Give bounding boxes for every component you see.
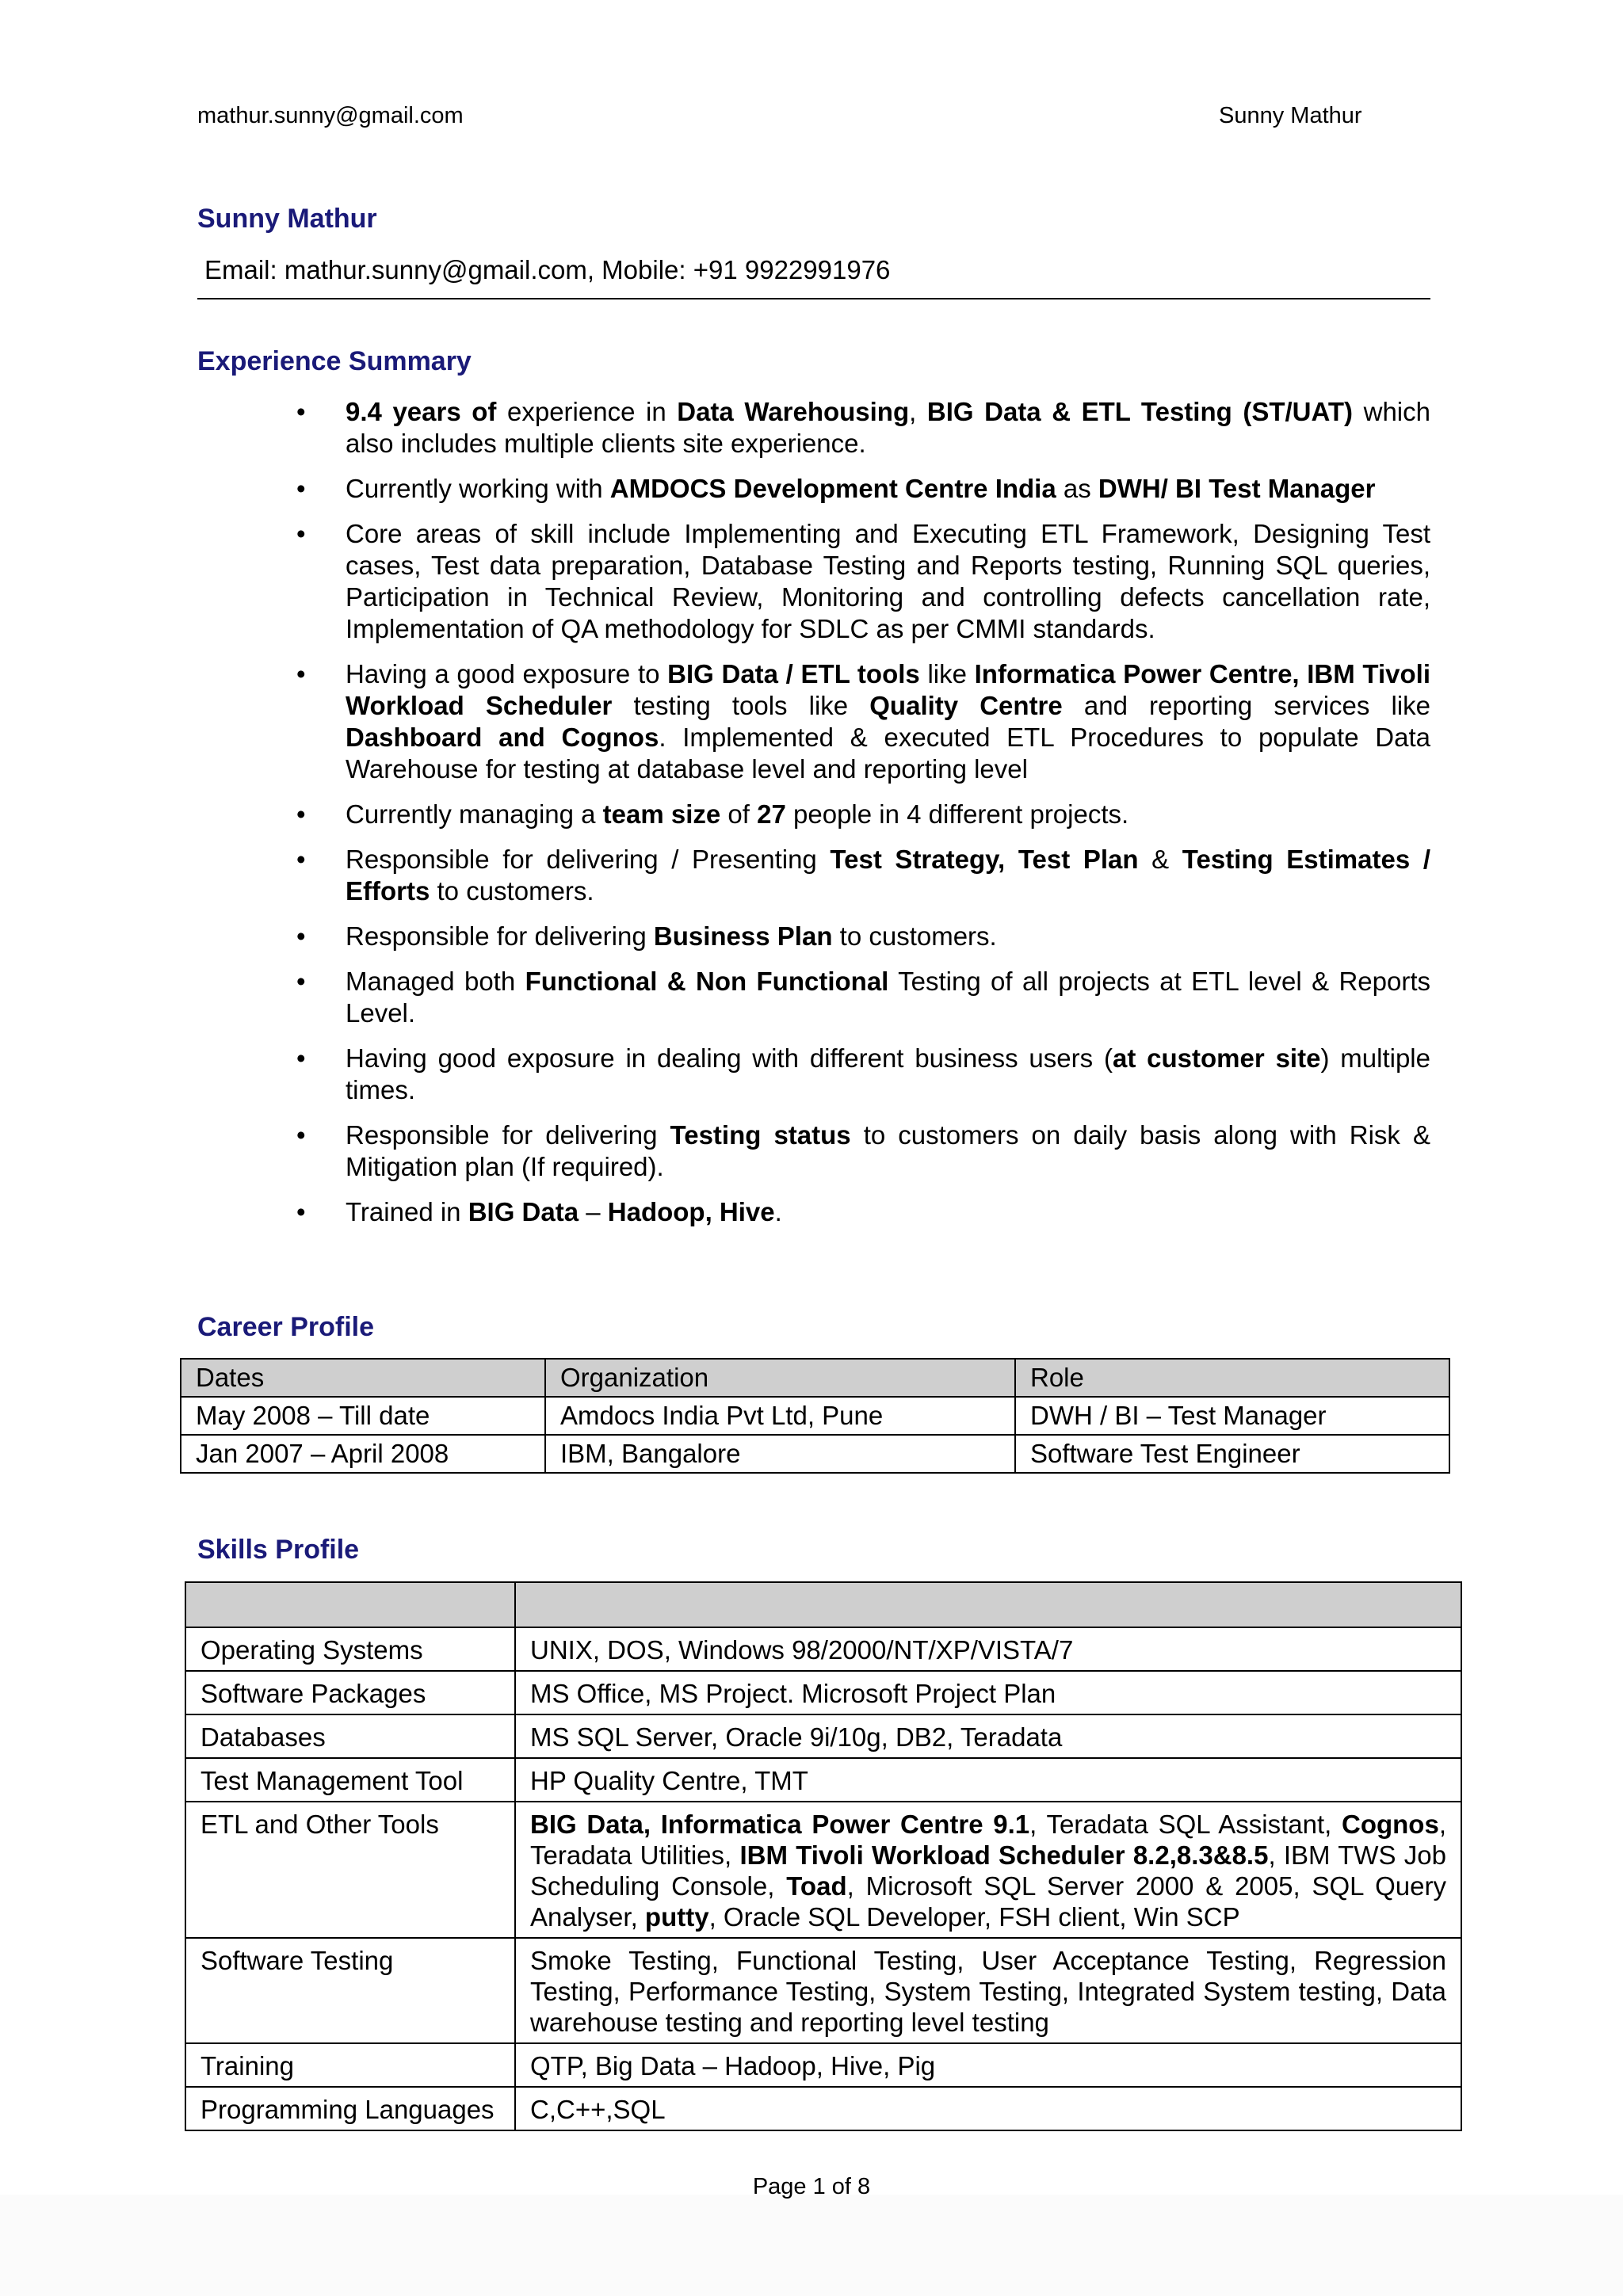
- bullet-icon: •: [296, 1120, 306, 1150]
- bold-text: DWH/ BI Test Manager: [1098, 474, 1376, 503]
- contact-line: Email: mathur.sunny@gmail.com, Mobile: +91 9922991976: [204, 255, 891, 284]
- skill-category: Databases: [185, 1714, 515, 1758]
- text: which also includes multiple clients site experience.: [346, 397, 1430, 458]
- skill-category: Software Packages: [185, 1671, 515, 1714]
- career-cell: DWH / BI – Test Manager: [1015, 1397, 1449, 1435]
- bold-text: Dashboard and Cognos: [346, 723, 659, 752]
- text: &: [1138, 845, 1182, 874]
- bullet-icon: •: [296, 1043, 306, 1073]
- experience-bullet: [197, 518, 1430, 645]
- career-header-row: [181, 1359, 1449, 1397]
- bold-text: at customer site: [1112, 1043, 1321, 1073]
- bold-text: BIG Data: [468, 1197, 579, 1226]
- bold-text: team size: [602, 799, 721, 829]
- bullet-icon: •: [296, 799, 306, 829]
- skill-details: [515, 1938, 1461, 2043]
- bold-text: Toad: [786, 1871, 847, 1901]
- text: Managed both: [346, 967, 525, 996]
- skills-row: [185, 1671, 1461, 1714]
- text: .: [774, 1197, 782, 1226]
- page-number: Page 1 of 8: [752, 2174, 871, 2199]
- bullet-icon: •: [296, 1197, 306, 1226]
- skill-details: [515, 2087, 1461, 2130]
- skills-header-cell: [515, 1582, 1461, 1627]
- career-cell: Software Test Engineer: [1015, 1435, 1449, 1473]
- bold-text: 9.4 years of: [346, 397, 497, 426]
- skills-row: [185, 2043, 1461, 2087]
- experience-summary-list: [197, 396, 1430, 1241]
- text: , IBM TWS Job Scheduling Console,: [530, 1840, 1446, 1901]
- career-column-header: Role: [1015, 1359, 1449, 1397]
- text: Testing of all projects at ETL level & Reports Level.: [346, 967, 1431, 1028]
- header-name: Sunny Mathur: [1219, 103, 1362, 128]
- bullet-icon: •: [296, 921, 306, 951]
- text: MS SQL Server, Oracle 9i/10g, DB2, Teradata: [530, 1722, 1063, 1752]
- skills-profile-table: [185, 1581, 1462, 2131]
- experience-bullet: [197, 1043, 1430, 1106]
- bold-text: putty: [644, 1902, 709, 1932]
- text: , Teradata SQL Assistant,: [1029, 1810, 1342, 1839]
- skills-header-row: [185, 1582, 1461, 1627]
- bold-text: Testing status: [670, 1120, 851, 1150]
- skills-row: [185, 1627, 1461, 1671]
- bold-text: Informatica Power Centre, IBM Tivoli Workload Scheduler: [346, 659, 1431, 720]
- experience-bullet: [197, 658, 1430, 785]
- bold-text: Business Plan: [653, 921, 833, 951]
- career-profile-title: Career Profile: [197, 1312, 374, 1342]
- text: testing tools like: [612, 691, 870, 720]
- text: ,: [909, 397, 927, 426]
- experience-bullet: [197, 966, 1430, 1029]
- text: Trained in: [346, 1197, 468, 1226]
- text: to customers.: [430, 876, 594, 906]
- experience-bullet: [197, 396, 1430, 460]
- skill-category: Test Management Tool: [185, 1758, 515, 1802]
- skill-details: [515, 1714, 1461, 1758]
- skill-details: [515, 1671, 1461, 1714]
- bold-text: Hadoop, Hive: [607, 1197, 775, 1226]
- text: ) multiple times.: [346, 1043, 1430, 1104]
- skill-category: Software Testing: [185, 1938, 515, 2043]
- bold-text: Data Warehousing: [677, 397, 910, 426]
- bold-text: BIG Data / ETL tools: [667, 659, 920, 688]
- text: Currently managing a: [346, 799, 603, 829]
- text: . Implemented & executed ETL Procedures to populate Data Warehouse for testing at database level and reporting level: [346, 723, 1431, 784]
- experience-bullet: [197, 1119, 1430, 1183]
- skill-category: Operating Systems: [185, 1627, 515, 1671]
- bold-text: BIG Data & ETL Testing (ST/UAT): [926, 397, 1354, 426]
- bold-text: 27: [757, 799, 786, 829]
- career-column-header: Organization: [545, 1359, 1015, 1397]
- text: QTP, Big Data – Hadoop, Hive, Pig: [530, 2051, 936, 2081]
- skill-details: [515, 2043, 1461, 2087]
- text: Responsible for delivering / Presenting: [346, 845, 831, 874]
- text: HP Quality Centre, TMT: [530, 1766, 808, 1795]
- skill-details: [515, 1758, 1461, 1802]
- text: people in 4 different projects.: [785, 799, 1129, 829]
- bullet-icon: •: [296, 474, 306, 503]
- text: Smoke Testing, Functional Testing, User Acceptance Testing, Regression Testing, Performance Testing, System Testing, Integrated System testing, Data warehouse testing and reporting level testing: [530, 1946, 1446, 2037]
- bold-text: Cognos: [1342, 1810, 1439, 1839]
- text: as: [1056, 474, 1098, 503]
- bullet-icon: •: [296, 659, 306, 688]
- text: UNIX, DOS, Windows 98/2000/NT/XP/VISTA/7: [530, 1635, 1074, 1665]
- bold-text: AMDOCS Development Centre India: [609, 474, 1056, 503]
- text: MS Office, MS Project. Microsoft Project Plan: [530, 1679, 1056, 1708]
- text: Currently working with: [346, 474, 610, 503]
- header-email: mathur.sunny@gmail.com: [197, 103, 464, 128]
- career-profile-table: [180, 1358, 1450, 1474]
- text: to customers.: [832, 921, 997, 951]
- experience-bullet: [197, 921, 1430, 952]
- bold-text: BIG Data, Informatica Power Centre 9.1: [530, 1810, 1030, 1839]
- skill-category: Programming Languages: [185, 2087, 515, 2130]
- experience-bullet: [197, 473, 1430, 505]
- text: Having a good exposure to: [346, 659, 668, 688]
- bullet-icon: •: [296, 397, 306, 426]
- skill-details: [515, 1802, 1461, 1938]
- text: like: [919, 659, 975, 688]
- bold-text: Test Strategy, Test Plan: [830, 845, 1139, 874]
- career-cell: IBM, Bangalore: [545, 1435, 1015, 1473]
- text: to customers on daily basis along with Risk & Mitigation plan (If required).: [346, 1120, 1430, 1181]
- career-cell: Jan 2007 – April 2008: [181, 1435, 545, 1473]
- skills-row: [185, 1758, 1461, 1802]
- text: and reporting services like: [1062, 691, 1431, 720]
- text: Responsible for delivering: [346, 1120, 670, 1150]
- text: C,C++,SQL: [530, 2095, 666, 2124]
- career-row: [181, 1435, 1449, 1473]
- bold-text: Quality Centre: [869, 691, 1063, 720]
- candidate-name: Sunny Mathur: [197, 204, 377, 234]
- career-row: [181, 1397, 1449, 1435]
- skills-row: [185, 1938, 1461, 2043]
- skill-category: ETL and Other Tools: [185, 1802, 515, 1938]
- text: , Microsoft SQL Server 2000 & 2005, SQL Query Analyser,: [530, 1871, 1447, 1932]
- header-divider: [197, 298, 1430, 299]
- text: of: [720, 799, 758, 829]
- experience-bullet: [197, 1196, 1430, 1228]
- text: Core areas of skill include Implementing and Executing ETL Framework, Designing Test cases, Test data preparation, Database Testing and Reports testing, Running SQL queries, Participation in Technical Review, Monitoring and controlling defects cancellation rate, Implementation of QA methodology for SDLC as per CMMI standards.: [346, 519, 1430, 643]
- bullet-icon: •: [296, 845, 306, 874]
- bold-text: Functional & Non Functional: [525, 967, 889, 996]
- bold-text: Testing Estimates / Efforts: [346, 845, 1430, 906]
- career-cell: May 2008 – Till date: [181, 1397, 545, 1435]
- skill-details: [515, 1627, 1461, 1671]
- bullet-icon: •: [296, 519, 306, 548]
- experience-bullet: [197, 844, 1430, 907]
- career-column-header: Dates: [181, 1359, 545, 1397]
- experience-summary-title: Experience Summary: [197, 346, 472, 376]
- text: , Teradata Utilities,: [530, 1810, 1446, 1870]
- career-cell: Amdocs India Pvt Ltd, Pune: [545, 1397, 1015, 1435]
- text: Responsible for delivering: [346, 921, 654, 951]
- text: Having good exposure in dealing with different business users (: [346, 1043, 1113, 1073]
- bullet-icon: •: [296, 967, 306, 996]
- skills-profile-title: Skills Profile: [197, 1535, 360, 1565]
- skills-row: [185, 1802, 1461, 1938]
- bold-text: IBM Tivoli Workload Scheduler 8.2,8.3&8.5: [739, 1840, 1269, 1870]
- text: experience in: [496, 397, 678, 426]
- skill-category: Training: [185, 2043, 515, 2087]
- text: –: [579, 1197, 608, 1226]
- skills-header-cell: [185, 1582, 515, 1627]
- page-bottom-shade: [0, 2195, 1623, 2296]
- skills-row: [185, 1714, 1461, 1758]
- experience-bullet: [197, 799, 1430, 830]
- text: , Oracle SQL Developer, FSH client, Win SCP: [708, 1902, 1240, 1932]
- skills-row: [185, 2087, 1461, 2130]
